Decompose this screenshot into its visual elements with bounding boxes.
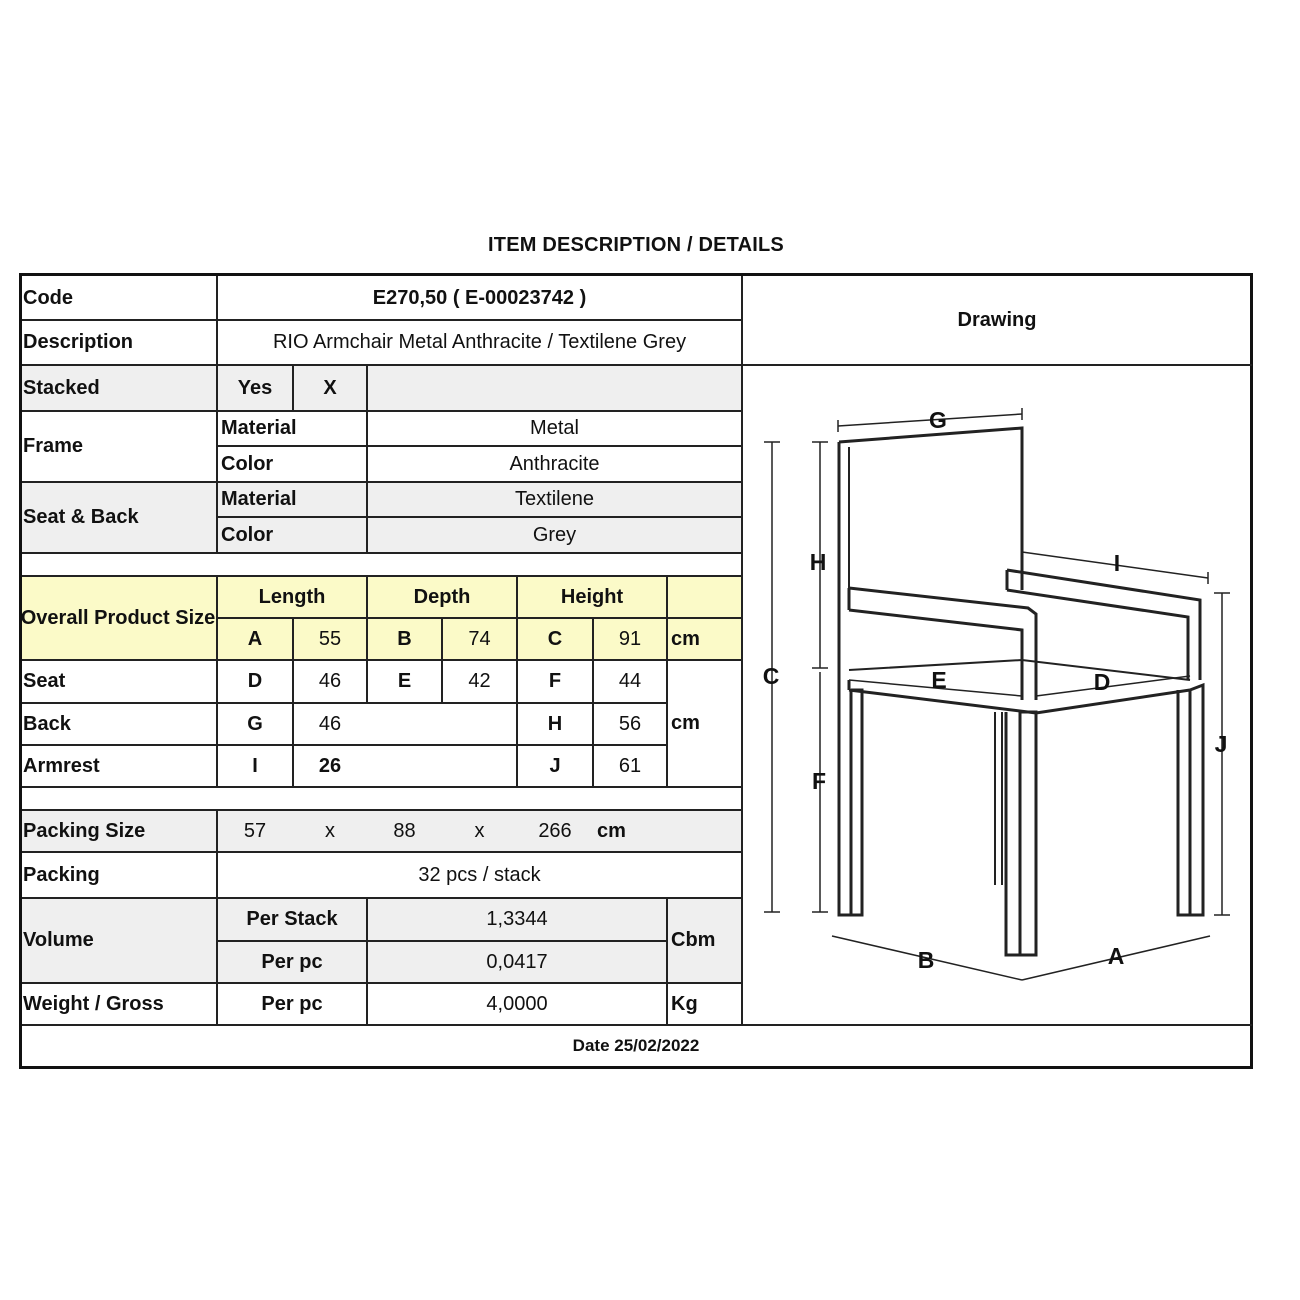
dim-a-label: A (247, 627, 263, 650)
volume-per-pc-value: 0,0417 (486, 950, 548, 973)
seat-back-color-value: Grey (532, 523, 577, 546)
weight-value: 4,0000 (486, 992, 548, 1015)
seat-back-color-label: Color (221, 523, 274, 546)
dim-letter-d: D (1093, 669, 1111, 695)
dim-j-value: 61 (618, 754, 642, 777)
seat-back-label: Seat & Back (23, 506, 139, 528)
volume-per-stack-value: 1,3344 (486, 908, 548, 930)
dim-d-value: 46 (318, 670, 342, 692)
armrest-label: Armrest (23, 754, 100, 777)
dim-a-value: 55 (318, 627, 342, 650)
packing-width: 88 (393, 819, 416, 842)
back-label: Back (23, 712, 71, 735)
dim-letter-h: H (809, 549, 827, 575)
drawing-label: Drawing (957, 309, 1037, 331)
dim-letter-i: I (1113, 550, 1121, 576)
description-value: RIO Armchair Metal Anthracite / Textilene Grey (272, 331, 687, 353)
dim-f-value: 44 (618, 670, 642, 692)
stacked-label: Stacked (23, 376, 100, 399)
packing-label: Packing (23, 863, 100, 886)
volume-unit: Cbm (671, 929, 716, 951)
weight-unit: Kg (671, 992, 698, 1015)
weight-label: Weight / Gross (23, 992, 164, 1015)
dim-letter-g: G (929, 407, 947, 433)
packing-x2: x (474, 819, 485, 842)
dim-j-label: J (549, 754, 561, 777)
packing-x1: x (325, 819, 335, 842)
dim-b-value: 74 (468, 627, 491, 650)
packing-value: 32 pcs / stack (418, 863, 541, 886)
dim-i-label: I (252, 754, 258, 777)
packing-length: 57 (243, 819, 267, 842)
dim-letter-a: A (1107, 943, 1125, 969)
dim-h-label: H (547, 712, 563, 735)
dim-c-value: 91 (618, 627, 642, 650)
code-label: Code (23, 286, 73, 309)
dim-letter-b: B (917, 947, 935, 973)
dim-c-label: C (547, 627, 563, 650)
frame-label: Frame (23, 435, 84, 457)
volume-per-pc-label: Per pc (261, 950, 323, 973)
date: Date 25/02/2022 (572, 1036, 700, 1055)
description-label: Description (23, 331, 134, 353)
stacked-mark: X (323, 376, 337, 399)
dim-d-label: D (247, 670, 263, 692)
volume-per-stack-label: Per Stack (246, 908, 338, 930)
chair-dimension-drawing (745, 368, 1250, 1018)
weight-per-pc-label: Per pc (261, 992, 323, 1015)
frame-color-label: Color (221, 452, 274, 475)
stacked-yes: Yes (237, 376, 273, 399)
length-header: Length (258, 585, 326, 608)
overall-unit: cm (671, 627, 700, 650)
dim-letter-j: J (1214, 731, 1228, 757)
dim-b-label: B (397, 627, 412, 650)
dim-h-value: 56 (618, 712, 642, 735)
depth-header: Depth (413, 585, 471, 608)
frame-material-label: Material (221, 417, 297, 439)
dim-letter-c: C (762, 663, 780, 689)
overall-size-label: Overall Product Size (20, 606, 216, 629)
seat-back-material-label: Material (221, 488, 297, 510)
code-value: E270,50 ( E-00023742 ) (372, 286, 587, 309)
packing-height: 266 (538, 819, 572, 842)
packing-size-label: Packing Size (23, 819, 146, 842)
dim-g-value: 46 (318, 712, 342, 735)
seat-back-material-value: Textilene (515, 488, 594, 510)
frame-color-value: Anthracite (509, 452, 600, 475)
dim-i-value: 26 (318, 754, 342, 777)
dim-e-label: E (397, 670, 412, 692)
dim-e-value: 42 (468, 670, 491, 692)
document-title: ITEM DESCRIPTION / DETAILS (488, 234, 784, 256)
dim-g-label: G (247, 712, 263, 735)
dim-letter-e: E (931, 667, 947, 693)
seat-label: Seat (23, 670, 66, 692)
frame-material-value: Metal (530, 417, 579, 439)
volume-label: Volume (23, 929, 94, 951)
dim-letter-f: F (811, 768, 827, 794)
height-header: Height (560, 585, 624, 608)
packing-size-unit: cm (597, 819, 626, 842)
seat-back-armrest-unit: cm (671, 712, 700, 734)
dim-f-label: F (548, 670, 562, 692)
